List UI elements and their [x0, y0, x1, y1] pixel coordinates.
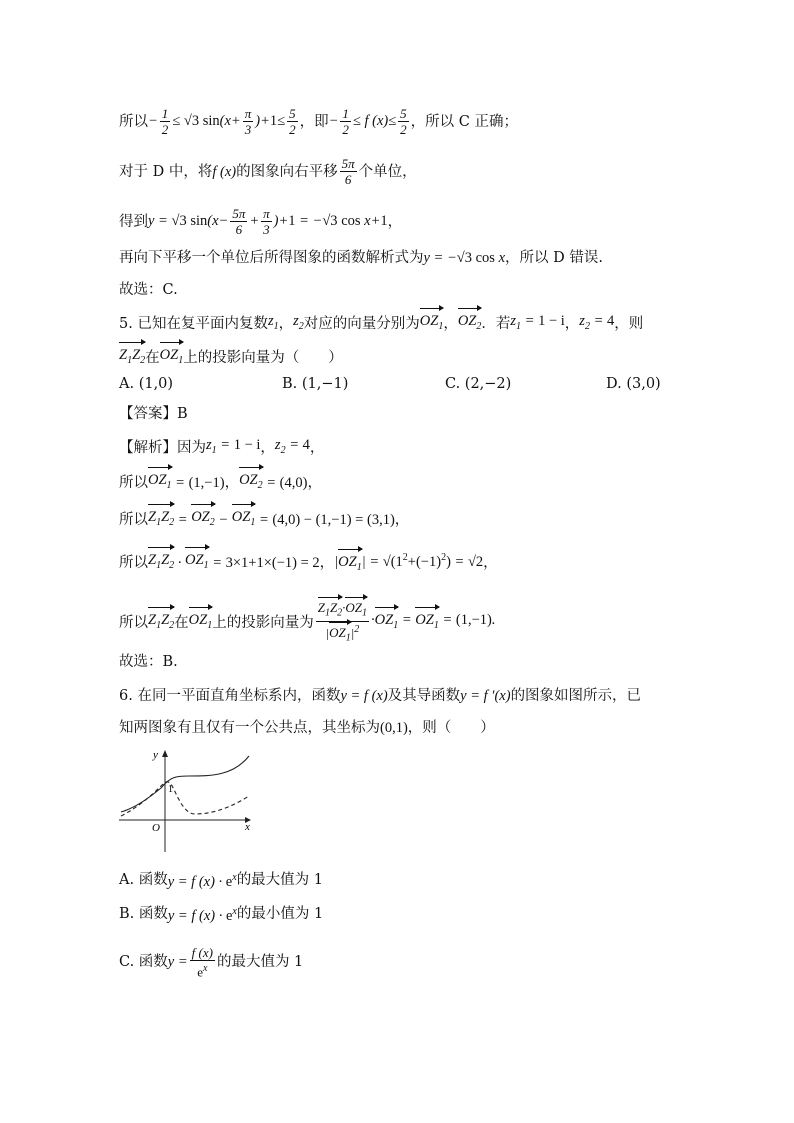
text: 所以	[119, 113, 148, 130]
answer-label: 【答案】B	[119, 406, 188, 422]
inequality-1: − $\frac{1}{2}$ ≤ √3 sin(x+ $\frac{\pi}{3}$ )+1≤ $\frac{5}{2}$	[148, 106, 296, 137]
analysis-line-2	[119, 470, 322, 496]
text: ，	[564, 315, 580, 332]
line-c-correct	[119, 106, 518, 137]
function-graph	[115, 746, 265, 856]
math: y = f $(x) \cdot e^x$	[167, 906, 237, 924]
y-label: y	[153, 749, 158, 761]
text: 对于 D 中，将	[119, 163, 213, 180]
text: ，	[483, 554, 498, 571]
text: 【解析】因为	[119, 439, 206, 456]
math: ·	[174, 554, 186, 571]
z1-value: $z_1 = 1 - i$	[510, 313, 565, 332]
inequality-2: − $\frac{1}{2}$ ≤ f (x)≤ $\frac{5}{2}$	[328, 106, 407, 137]
text: 对应的向量分别为	[303, 315, 420, 332]
option-a: A. (1,0)	[119, 376, 174, 392]
line-get	[119, 206, 402, 237]
text: ，	[309, 439, 325, 456]
text: 的最大值为 1	[236, 871, 324, 888]
text: ，即	[299, 113, 329, 130]
text: ，	[307, 474, 322, 491]
point-label: 1	[168, 784, 173, 795]
math: = 3×1+1×(−1) = 2	[208, 554, 320, 571]
text: 所以	[119, 554, 148, 571]
math: = (4,0) − (1,−1) = (3,1)	[255, 511, 395, 528]
question-6-option-b	[119, 902, 323, 926]
line-d-shift	[119, 156, 417, 187]
analysis-line-4	[119, 548, 498, 578]
vec-z1z2: $Z_1Z_2$	[119, 345, 145, 371]
y-axis-arrow	[162, 750, 168, 757]
math: y =	[167, 954, 188, 971]
text: ，	[278, 315, 294, 332]
text: 在	[145, 349, 160, 366]
text: ，则	[614, 315, 644, 332]
line-answer-c: 故选：C.	[119, 282, 178, 298]
text: 及其导函数	[387, 688, 461, 704]
text: ，	[387, 213, 403, 230]
text: A. 函数	[119, 871, 168, 888]
text: 所以	[119, 614, 148, 631]
text: 得到	[119, 213, 148, 230]
z1: $z_1$	[267, 313, 279, 332]
vec-oz1: $OZ_1$	[148, 470, 172, 496]
magnitude-oz1: $|OZ_1| = √(1^2+(-1)^2) = √2$	[334, 548, 483, 578]
question-5-line-2	[119, 345, 343, 371]
origin-label: O	[152, 822, 160, 834]
vec-oz1: $OZ_1$	[420, 311, 444, 337]
vec-oz1: $OZ_1$	[189, 610, 213, 636]
math: =	[174, 511, 192, 528]
text: ，	[260, 439, 275, 456]
math: = (1,−1)	[171, 474, 225, 491]
z2-value: $z_2 = 4$	[274, 437, 310, 456]
option-c: C. (2,−2)	[445, 376, 512, 392]
analysis-line-1	[119, 435, 324, 461]
text: ，所以 D 错误.	[505, 250, 603, 266]
vec-oz2: $OZ_2$	[191, 507, 215, 533]
frac-5pi-6: $\frac{5\pi}{6}$	[341, 156, 355, 187]
text: 上的投影向量为	[212, 614, 314, 631]
x-label: x	[245, 821, 250, 833]
text: 知两图象有且仅有一个公共点，其坐标为	[119, 720, 380, 736]
question-6-option-c	[119, 945, 303, 979]
result-function: y = −√3 cos x	[423, 250, 506, 266]
frac-f-over-ex: $\frac{f (x)}{e^x}$	[191, 945, 213, 980]
analysis-line-5	[119, 600, 495, 646]
math: $\cdot OZ_1 = OZ_1 = (1,-1)$.	[371, 610, 495, 636]
text: 6. 在同一平面直角坐标系内，函数	[119, 688, 341, 704]
z2-value: $z_2 = 4$	[579, 313, 615, 332]
question-6-line-1	[119, 686, 641, 706]
analysis-line-3	[119, 507, 409, 533]
text: ，所以 C 正确；	[410, 113, 518, 130]
fprime: y = f ′(x)	[460, 688, 511, 704]
text: ，则（ ）	[407, 720, 495, 736]
text: 再向下平移一个单位后所得图象的函数解析式为	[119, 250, 424, 266]
text: 的最小值为 1	[236, 905, 324, 922]
vec-oz2: $OZ_2$	[239, 470, 263, 496]
text: B. 函数	[119, 905, 168, 922]
math: y = f $(x) \cdot e^x$	[167, 872, 237, 890]
option-d: D. (3,0)	[606, 376, 661, 392]
z2: $z_2$	[293, 313, 304, 332]
z1-value: $z_1 = 1 - i$	[206, 437, 261, 456]
fx: f (x)	[212, 163, 237, 180]
text: 在	[174, 614, 189, 631]
question-6-line-2	[119, 718, 495, 738]
text: ，	[443, 315, 458, 332]
vec-z1z2: $Z_1Z_2$	[148, 507, 174, 533]
question-6-option-a	[119, 868, 323, 892]
point-coordinate: (0,1)	[380, 720, 408, 736]
text: 上的投影向量为（ ）	[183, 349, 343, 366]
text: ，	[394, 511, 410, 528]
vec-z1z2: $Z_1Z_2$	[148, 610, 174, 636]
vec-oz1: $OZ_1$	[185, 550, 209, 576]
text: 的最大值为 1	[216, 954, 304, 971]
text: ，	[319, 554, 335, 571]
vec-oz1: $OZ_1$	[232, 507, 256, 533]
text: ，	[224, 474, 240, 491]
text: 所以	[119, 511, 148, 528]
text: 的图象向右平移	[236, 163, 338, 180]
line-answer-b: 故选：B.	[119, 654, 178, 670]
question-5-line-1	[119, 311, 643, 337]
math: = (4,0)	[262, 474, 308, 491]
projection-fraction: $\frac{Z_1Z_2\cdot OZ_1}{|OZ_1|^2}$	[317, 600, 368, 644]
curve-f-prime	[121, 782, 249, 816]
vec-z1z2: $Z_1Z_2$	[148, 550, 174, 576]
shifted-function: y = √3 sin(x− $\frac{5\pi}{6}$ + $\frac{\pi}{3}$ )+1 = −√3 cos x+1	[148, 206, 388, 237]
fx: y = f (x)	[340, 688, 388, 704]
text: C. 函数	[119, 954, 168, 971]
text: 5. 已知在复平面内复数	[119, 315, 268, 332]
vec-oz2: $OZ_2$	[458, 311, 482, 337]
text: ．若	[481, 315, 511, 332]
text: 的图象如图所示，已	[510, 688, 642, 704]
math: −	[214, 511, 232, 528]
line-down-shift	[119, 248, 603, 268]
text: 个单位，	[358, 163, 417, 180]
option-b: B. (1,−1)	[282, 376, 349, 392]
vec-oz1: $OZ_1$	[160, 345, 184, 371]
text: 所以	[119, 474, 148, 491]
